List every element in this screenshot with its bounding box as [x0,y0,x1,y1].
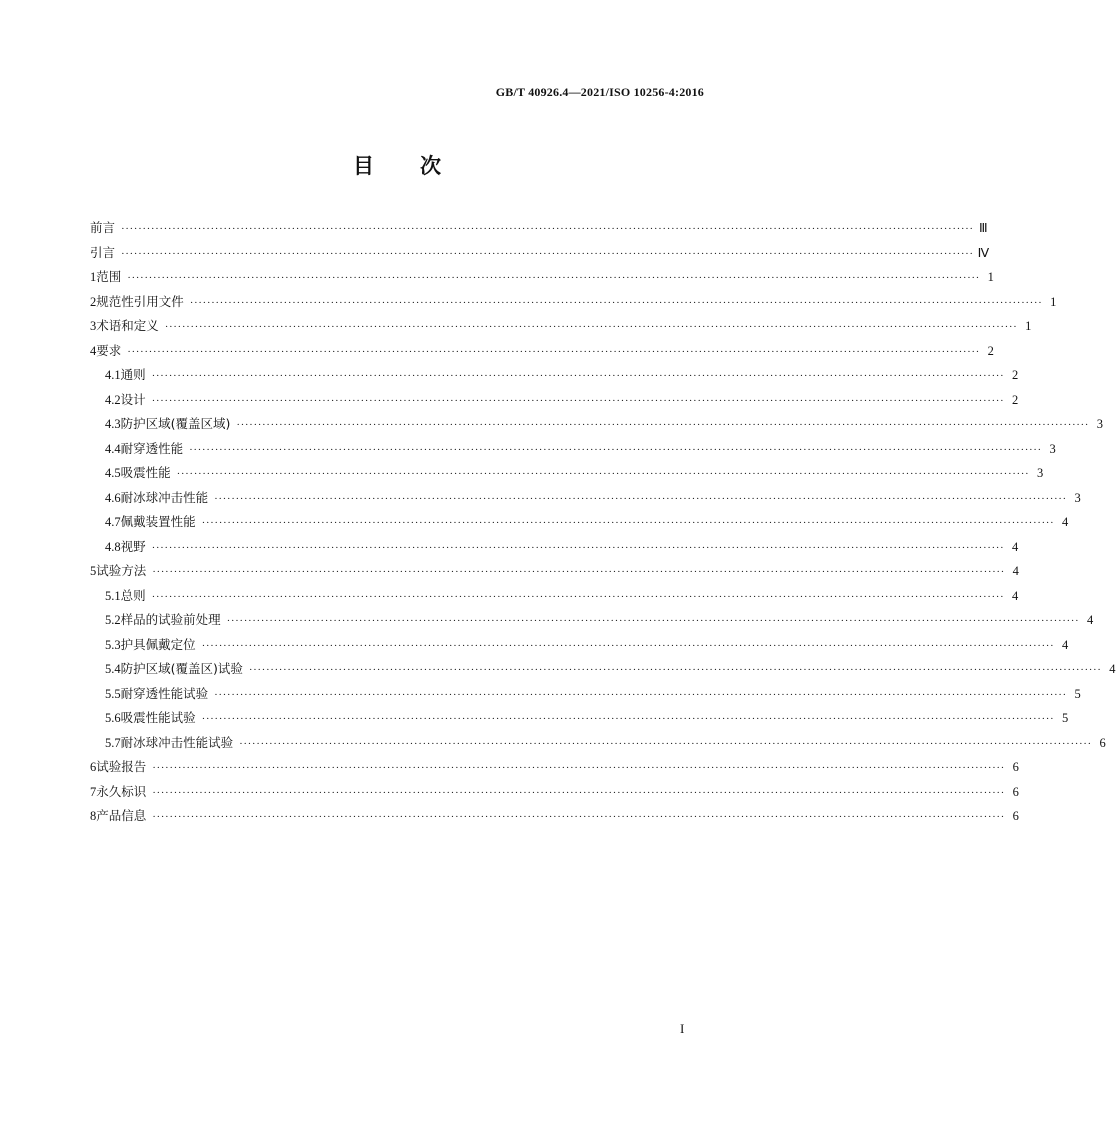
toc-entry-number: 1 [90,270,97,284]
toc-entry-label: 耐冰球冲击性能试验 [120,734,234,750]
title-part-2: 次 [420,154,441,178]
toc-entry[interactable] [90,265,994,290]
toc-entry-page: 4 [1062,515,1069,529]
dot-leader: ········································································································································································································ [151,590,1005,603]
toc-entry-number: 7 [90,784,97,799]
dot-leader: ········································································································································································································ [127,345,980,358]
toc-entry[interactable] [90,804,1019,829]
toc-entry-page: 3 [1037,466,1044,480]
toc-entry-page: 2 [1012,368,1019,382]
dot-leader: ········································································································································································································ [201,517,1055,529]
toc-entry-page: 6 [1012,760,1019,774]
dot-leader: ········································································································································································································ [239,737,1092,750]
toc-entry[interactable] [90,559,1019,584]
toc-entry-page: 4 [1109,662,1116,676]
toc-entry-page: 4 [1012,588,1019,603]
dot-leader: ········································································································································································································ [201,713,1055,725]
toc-entry[interactable] [90,510,1069,535]
dot-leader: ········································································································································································································ [151,394,1005,407]
toc-entry[interactable] [90,241,990,266]
toc-entry-page: 4 [1062,637,1069,652]
toc-entry[interactable] [90,388,1019,413]
toc-entry-label: 耐穿透性能试验 [120,685,209,701]
toc-entry[interactable] [90,657,1116,682]
toc-entry[interactable] [90,363,1019,388]
toc-entry-label: 护具佩戴定位 [120,636,196,652]
toc-entry-page: 1 [1050,294,1057,309]
dot-leader: ········································································································································································································ [236,419,1090,431]
toc-entry-number: 4.1 [105,368,121,382]
toc-entry-number: 5.4 [105,662,121,676]
page-number-footer: I [680,1021,685,1036]
toc-entry-page: 5 [1074,686,1081,701]
toc-entry-number: 5 [90,564,97,578]
toc-entry-number: 5.3 [105,637,121,652]
toc-entry-number: 4.5 [105,466,121,480]
toc-entry[interactable] [90,584,1019,609]
toc-entry-page: 4 [1087,613,1094,627]
toc-entry-page: 4 [1012,564,1019,578]
toc-entry-label: 设计 [120,391,146,407]
toc-entry[interactable] [90,780,1019,805]
dot-leader: ········································································································································································································ [127,272,980,284]
toc-entry[interactable] [90,608,1094,633]
toc-entry-label: 引言 [90,244,116,260]
dot-leader: ········································································································································································································ [226,615,1080,627]
toc-entry[interactable] [90,461,1044,486]
toc-entry-number: 4.6 [105,490,121,505]
toc-entry[interactable] [90,290,1057,315]
toc-entry-label: 吸震性能试验 [120,710,196,725]
dot-leader: ········································································································································································································ [189,443,1042,456]
toc-entry-page: 2 [987,343,994,358]
toc-entry-page: 3 [1049,441,1056,456]
toc-entry-label: 要求 [96,342,122,358]
dot-leader: ········································································································································································································ [121,247,974,260]
toc-entry-number: 4.3 [105,417,121,431]
toc-entry[interactable] [90,339,994,364]
dot-leader: ········································································································································································································ [152,811,1005,823]
toc-entry[interactable] [90,682,1081,707]
standard-number-header: GB/T 40926.4—2021/ISO 10256-4:2016 [495,85,704,99]
toc-entry-number: 2 [90,294,97,309]
dot-leader: ········································································································································································································ [151,370,1005,382]
dot-leader: ········································································································································································································ [214,492,1067,505]
dot-leader: ········································································································································································································ [214,688,1067,701]
toc-entry-page: 6 [1012,809,1019,823]
toc-entry-number: 4.8 [105,539,121,554]
toc-entry-label: 视野 [120,538,146,554]
toc-entry-number: 5.5 [105,686,121,701]
dot-leader: ········································································································································································································ [248,664,1102,676]
toc-entry-label: 术语和定义 [96,318,159,333]
toc-entry-label: 防护区域(覆盖区)试验 [120,661,243,676]
toc-entry-number: 5.1 [105,588,121,603]
toc-entry-number: 4.7 [105,515,121,529]
dot-leader: ········································································································································································································ [189,296,1043,309]
toc-entry[interactable] [90,437,1056,462]
toc-entry-page: 5 [1062,711,1069,725]
toc-entry[interactable] [90,731,1106,756]
toc-entry-number: 4.4 [105,441,121,456]
toc-entry-page: 4 [1012,539,1019,554]
toc-entry-number: 6 [90,760,97,774]
toc-entry-label: 永久标识 [96,783,147,799]
toc-entry-page: Ⅳ [977,245,990,260]
toc-entry-page: 3 [1074,490,1081,505]
dot-leader: ········································································································································································································ [152,786,1005,799]
toc-entry-label: 防护区域(覆盖区域) [120,416,231,431]
toc-entry-label: 试验方法 [96,563,147,578]
toc-entry-number: 8 [90,809,97,823]
title-part-1: 目 [353,154,374,178]
toc-entry-label: 总则 [120,587,146,603]
toc-entry-page: 3 [1096,417,1104,431]
toc-entry-label: 耐冰球冲击性能 [120,489,209,505]
toc-entry-number: 5.2 [105,613,121,627]
toc-entry-label: 样品的试验前处理 [120,612,221,627]
toc-entry-number: 3 [90,319,97,333]
toc-entry-page: Ⅲ [979,221,988,235]
toc-entry[interactable] [90,314,1032,339]
dot-leader: ········································································································································································································ [121,223,974,235]
toc-entry-page: 6 [1099,735,1106,750]
dot-leader: ········································································································································································································ [151,541,1005,554]
toc-entry[interactable] [90,216,988,241]
toc-entry[interactable] [90,486,1081,511]
dot-leader: ········································································································································································································ [152,566,1005,578]
toc-entry-label: 前言 [90,220,116,235]
toc-entry[interactable] [90,535,1019,560]
page-title [0,150,794,180]
toc-entry-number: 5.6 [105,711,121,725]
toc-entry-label: 佩戴装置性能 [120,514,196,529]
toc-entry-label: 通则 [120,367,146,382]
toc-entry[interactable] [90,633,1069,658]
toc-entry[interactable] [90,706,1069,731]
dot-leader: ········································································································································································································ [201,639,1055,652]
toc-entry-number: 4.2 [105,392,121,407]
dot-leader: ········································································································································································································ [176,468,1030,480]
dot-leader: ········································································································································································································ [152,762,1005,774]
table-of-contents [90,216,1116,829]
toc-entry-page: 1 [1025,319,1032,333]
toc-entry-label: 范围 [96,269,122,284]
toc-entry-label: 规范性引用文件 [96,293,184,309]
toc-entry[interactable] [90,755,1019,780]
toc-entry-page: 2 [1012,392,1019,407]
toc-entry-label: 产品信息 [96,808,147,823]
toc-entry-page: 1 [987,270,994,284]
toc-entry-label: 试验报告 [96,759,147,774]
toc-entry-label: 吸震性能 [120,465,171,480]
toc-entry-number: 5.7 [105,735,121,750]
toc-entry[interactable] [90,412,1104,437]
toc-entry-number: 4 [90,343,97,358]
dot-leader: ········································································································································································································ [164,321,1018,333]
toc-entry-page: 6 [1012,784,1019,799]
toc-entry-label: 耐穿透性能 [120,440,184,456]
